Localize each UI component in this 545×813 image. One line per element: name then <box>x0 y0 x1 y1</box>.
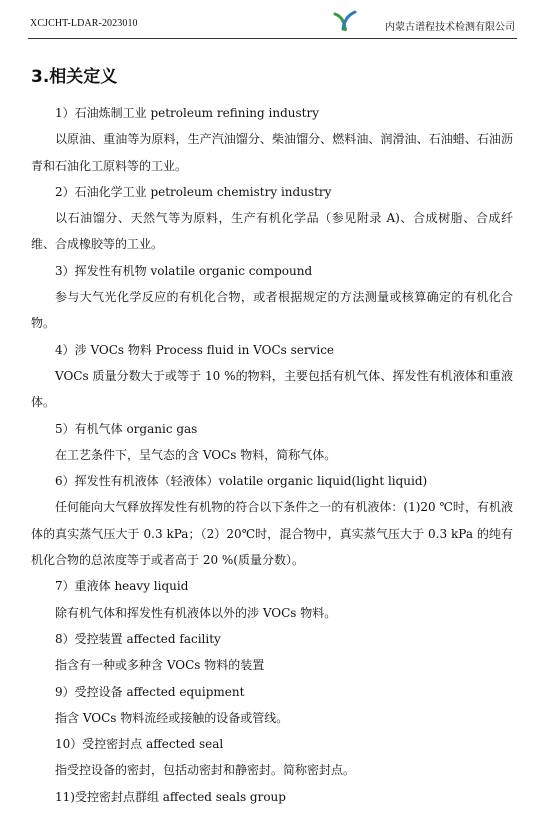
definition-text: 指含 VOCs 物料流经或接触的设备或管线。 <box>55 710 289 725</box>
definition-text: 除有机气体和挥发性有机液体以外的涉 VOCs 物料。 <box>55 605 337 620</box>
definition-term: 8）受控装置 affected facility <box>55 631 221 646</box>
company-name: 内蒙古谱程技术检测有限公司 <box>385 22 515 33</box>
definition-text: 在工艺条件下，呈气态的含 VOCs 物料，简称气体。 <box>55 447 337 462</box>
definition-text: 任何能向大气释放挥发性有机物的符合以下条件之一的有机液体：(1)20 ℃时，有机液体的真实蒸气压大于 0.3 kPa；（2）20℃时，混合物中，真实蒸气压大于 0.3 kPa 的纯有机化合物的总浓度等于或者高于 20 %(质量分数）。 <box>31 500 513 568</box>
document-code: XCJCHT-LDAR-2023010 <box>30 18 138 29</box>
definition-term: 3）挥发性有机物 volatile organic compound <box>55 263 313 278</box>
definition-term: 6）挥发性有机液体（轻液体）volatile organic liquid(light liquid) <box>55 474 428 489</box>
definition-text: 参与大气光化学反应的有机化合物，或者根据规定的方法测量或核算确定的有机化合物。 <box>31 290 513 331</box>
definitions-list <box>31 100 513 810</box>
definition-text: 指受控设备的密封，包括动密封和静密封。简称密封点。 <box>55 763 356 778</box>
definition-term: 11)受控密封点群组 affected seals group <box>55 789 286 804</box>
definition-term: 1）石油炼制工业 petroleum refining industry <box>55 106 319 120</box>
definition-term: 2）石油化学工业 petroleum chemistry industry <box>55 184 332 199</box>
definition-text: 以原油、重油等为原料，生产汽油馏分、柴油馏分、燃料油、润滑油、石油蜡、石油沥青和石油化工原料等的工业。 <box>31 132 513 173</box>
definition-text: 以石油馏分、天然气等为原料，生产有机化学品（参见附录 A)、合成树脂、合成纤维、合成橡胶等的工业。 <box>31 211 513 252</box>
definition-term: 5）有机气体 organic gas <box>55 421 198 436</box>
definition-term: 10）受控密封点 affected seal <box>55 737 224 752</box>
section-title: 3.相关定义 <box>31 67 118 87</box>
company-logo-icon <box>333 10 357 32</box>
page-header <box>28 0 517 39</box>
definition-term: 4）涉 VOCs 物料 Process fluid in VOCs service <box>55 342 335 357</box>
definition-term: 7）重液体 heavy liquid <box>55 579 189 594</box>
definition-term: 9）受控设备 affected equipment <box>55 684 245 699</box>
definition-text: 指含有一种或多种含 VOCs 物料的装置 <box>55 658 265 673</box>
definition-text: VOCs 质量分数大于或等于 10 %的物料，主要包括有机气体、挥发性有机液体和重液体。 <box>31 368 513 410</box>
